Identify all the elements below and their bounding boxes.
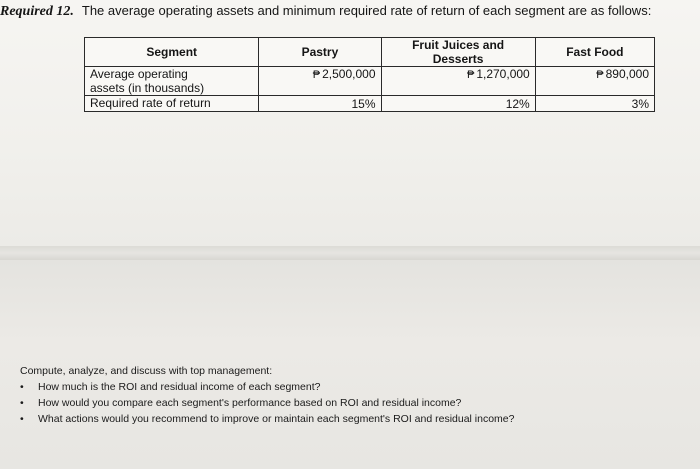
requirement-label: Required 12. [0, 4, 74, 19]
value: 890,000 [605, 67, 649, 81]
requirement-heading [0, 3, 651, 20]
row-label-line: assets (in thousands) [90, 81, 205, 95]
cell-pastry-assets [259, 67, 381, 96]
list-item [20, 395, 538, 411]
question-list [20, 379, 538, 427]
bullet-icon: • [20, 381, 24, 393]
peso-sign-icon: ₱ [312, 69, 321, 81]
header-fast-food: Fast Food [535, 38, 654, 67]
cell-fruit-assets [381, 67, 535, 96]
list-item [20, 379, 538, 395]
row-label-assets [85, 67, 259, 96]
header-fruit-juices: Fruit Juices and Desserts [381, 38, 535, 67]
question-text: How would you compare each segment's performance based on ROI and residual income? [38, 397, 462, 409]
list-item [20, 411, 538, 427]
header-segment: Segment [85, 38, 259, 67]
cell-fruit-rate: 12% [381, 96, 535, 112]
requirement-text: The average operating assets and minimum required rate of return of each segment are as follows: [81, 3, 652, 18]
question-text: How much is the ROI and residual income of each segment? [38, 381, 321, 393]
value: 1,270,000 [476, 67, 530, 81]
segment-table [84, 37, 655, 112]
peso-sign-icon: ₱ [596, 69, 604, 81]
value: 2,500,000 [322, 67, 376, 81]
cell-fastfood-rate: 3% [535, 96, 654, 112]
table-header-row [85, 38, 655, 67]
cell-fastfood-assets [535, 67, 654, 96]
bullet-icon: • [20, 413, 24, 425]
peso-sign-icon: ₱ [466, 69, 475, 81]
table-row [85, 67, 655, 96]
row-label-line: Average operating [90, 67, 188, 81]
table-row [85, 96, 655, 112]
row-label-rate: Required rate of return [85, 96, 259, 112]
cell-pastry-rate: 15% [259, 96, 381, 112]
question-text: What actions would you recommend to improve or maintain each segment's ROI and residual income? [38, 413, 515, 425]
sheet-divider [0, 246, 700, 260]
discussion-intro: Compute, analyze, and discuss with top management: [20, 365, 273, 377]
bullet-icon: • [20, 397, 24, 409]
discussion-block [20, 363, 538, 427]
header-pastry: Pastry [259, 38, 381, 67]
